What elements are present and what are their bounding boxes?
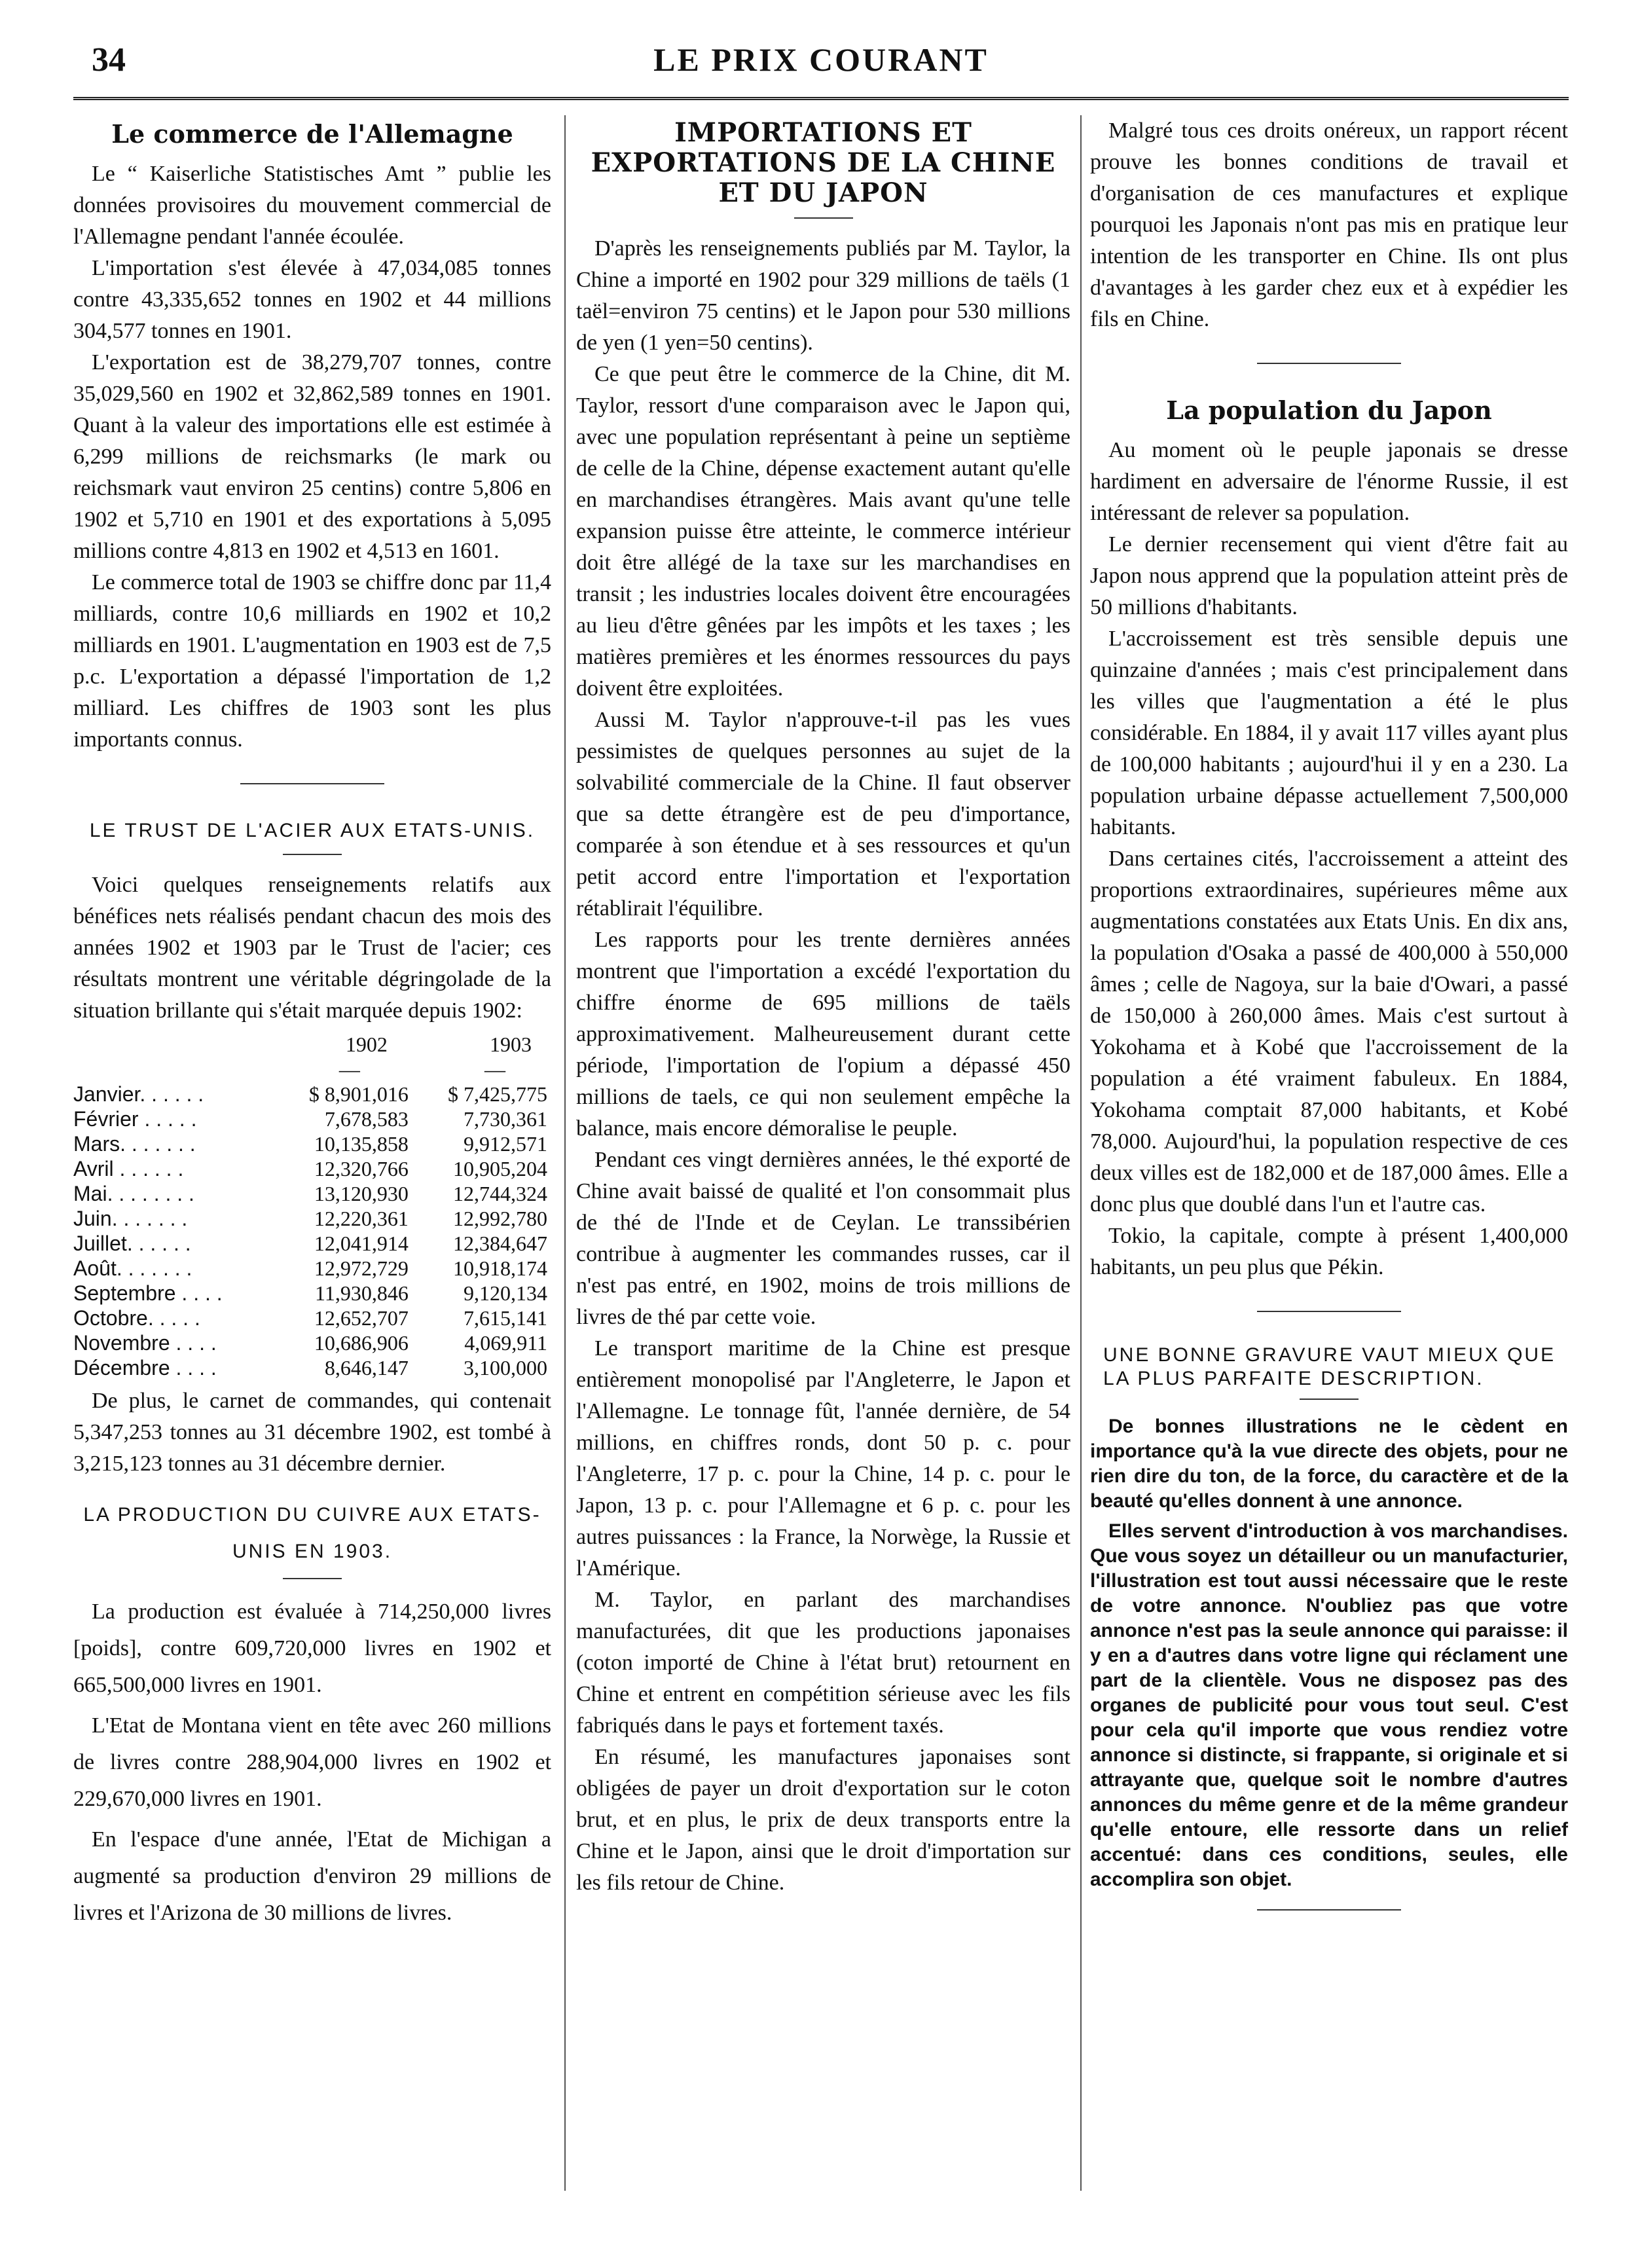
paragraph: Les rapports pour les trente dernières années montrent que l'importation a excédé l'exportation du chiffre énorme de 695 millions de taëls approximativement. Malheureusement durant cette période, l'importation de l'opium a dépassé 450 millions de taels, ce qui non seulement empêche la balance, mais encore démoralise le peuple. [576, 928, 1070, 1141]
table-row [73, 1206, 551, 1231]
table-row [73, 1355, 551, 1380]
table-row [73, 1306, 551, 1330]
value-1902-cell: 12,972,729 [314, 1256, 409, 1280]
month-cell: Septembre . . . . [73, 1281, 223, 1305]
value-1903-cell: 7,615,141 [464, 1306, 547, 1330]
month-cell: Avril . . . . . . [73, 1157, 184, 1180]
value-1903-cell: 10,918,174 [453, 1256, 547, 1280]
paragraph: En l'espace d'une année, l'Etat de Michigan a augmenté sa production d'environ 29 millions de livres et l'Arizona de 30 millions de livres. [73, 1827, 551, 1925]
table-header-row [73, 1032, 551, 1057]
paragraph: Elles servent d'introduction à vos marchandises. Que vous soyez un détailleur ou un manufacturier, l'illustration est tout aussi nécessaire que le reste de votre annonce. N'oubliez pas que votre annonce n'est pas la seule annonce qui paraisse: il y en a d'autres dans votre ligne qui réclament une part de la clientèle. Vous ne disposez pas des organes de publicité pour vous tout seul. C'est pour cela qu'il importe que vous rendiez votre annonce si distincte, si frappante, si originale et si attrayante que, quelque soit le nombre d'autres annonces du même genre et de la même grandeur qu'elle entoure, elle ressorte dans un relief accentué: dans ces conditions, seules, elle accomplira son objet. [1090, 1520, 1568, 1890]
section-separator [1257, 1909, 1401, 1911]
column-divider-1 [564, 115, 566, 2191]
column-middle [576, 115, 1070, 1899]
page-number: 34 [92, 41, 126, 79]
profits-table [73, 1032, 551, 1380]
value-1903-cell: $ 7,425,775 [448, 1082, 547, 1106]
table-row [73, 1156, 551, 1181]
paragraph: Aussi M. Taylor n'approuve-t-il pas les vues pessimistes de quelques personnes au sujet de la solvabilité commerciale de la Chine. Il faut observer que sa dette étrangère est de peu d'importance, comparée à son étendue et à ses ressources et qu'un petit accord entre l'importation et l'exportation rétablirait l'équilibre. [576, 708, 1070, 921]
article-population-japon [1090, 395, 1568, 1283]
paragraph: Au moment où le peuple japonais se dresse hardiment en adversaire de l'énorme Russie, il est intéressant de relever sa population. [1090, 438, 1568, 525]
article-chine-japon [576, 118, 1070, 1899]
value-1902-cell: 12,220,361 [314, 1207, 409, 1230]
column-left [73, 115, 551, 1931]
paragraph: Malgré tous ces droits onéreux, un rapport récent prouve les bonnes conditions de travail et d'organisation de ces manufactures et explique pourquoi les Japonais n'ont pas mis en pratique leur intention de les transporter en Chine. Ils ont plus d'avantages à les garder chez eux et à expédier les fils en Chine. [1090, 119, 1568, 331]
paragraph: De bonnes illustrations ne le cèdent en importance qu'à la vue directe des objets, pour ne rien dire du ton, de la force, du caractère et de la beauté qu'elles donnent à une annonce. [1090, 1416, 1568, 1512]
value-1903-cell: 10,905,204 [453, 1157, 547, 1180]
paragraph: L'accroissement est très sensible depuis une quinzaine d'années ; mais c'est principalement dans les villes que l'augmentation a été le plus considérable. En 1884, il y avait 117 villes ayant plus de 100,000 habitants ; aujourd'hui il y en a 230. La population urbaine dépasse actuellement 7,500,000 habitants. [1090, 627, 1568, 839]
article-title: LE TRUST DE L'ACIER AUX ETATS-UNIS. [89, 820, 536, 841]
month-cell: Mars. . . . . . . [73, 1132, 196, 1156]
paragraph: Tokio, la capitale, compte à présent 1,400,000 habitants, un peu plus que Pékin. [1090, 1224, 1568, 1279]
paragraph: Le commerce total de 1903 se chiffre donc par 11,4 milliards, contre 10,6 milliards en 1902 et 10,2 milliards en 1901. L'augmentation en 1903 est de 7,5 p.c. L'exportation a dépassé l'importation de 1,2 milliard. Les chiffres de 1903 sont les plus importants connus. [73, 570, 551, 752]
month-cell: Janvier. . . . . . [73, 1082, 204, 1106]
table-row [73, 1082, 551, 1107]
column-header-1902: 1902 [345, 1033, 388, 1056]
article-title: Le commerce de l'Allemagne [111, 119, 513, 149]
column-divider-2 [1080, 115, 1082, 2191]
value-1903-cell: 4,069,911 [464, 1331, 547, 1355]
value-1903-cell: 12,744,324 [453, 1182, 547, 1205]
paragraph: L'importation s'est élevée à 47,034,085 tonnes contre 43,335,652 tonnes en 1902 et 44 millions 304,577 tonnes en 1901. [73, 256, 551, 343]
column-right [1090, 115, 1568, 1942]
title-rule [283, 854, 342, 855]
value-1903-cell: 9,120,134 [464, 1281, 547, 1305]
paragraph: L'Etat de Montana vient en tête avec 260 millions de livres contre 288,904,000 livres en 1902 et 229,670,000 livres en 1901. [73, 1713, 551, 1811]
table-row [73, 1330, 551, 1355]
month-cell: Août. . . . . . . [73, 1256, 192, 1280]
paragraph: Ce que peut être le commerce de la Chine, dit M. Taylor, ressort d'une comparaison avec le Japon qui, avec une population représentant à peine un septième de celle de la Chine, dépense exactement autant qu'elle en marchandises étrangères. Mais avant qu'une telle expansion puisse être atteinte, le commerce intérieur doit être allégé de la taxe sur les marchandises en transit ; les industries locales doivent être encouragées au lieu d'être gênées par les impôts et les taxes ; les matières premières et les énormes ressources du pays doivent être exploitées. [576, 362, 1070, 701]
value-1902-cell: 10,135,858 [314, 1132, 409, 1156]
journal-title: LE PRIX COURANT [653, 41, 989, 78]
table-row [73, 1107, 551, 1131]
table-row [73, 1231, 551, 1256]
section-separator [1257, 363, 1401, 364]
paragraph: Le transport maritime de la Chine est presque entièrement monopolisé par l'Angleterre, le Japon et l'Allemagne. Le tonnage fût, l'année dernière, de 54 millions, en chiffres ronds, dont 50 p. c. pour l'Angleterre, 17 p. c. pour la Chine, 14 p. c. pour le Japon, 13 p. c. pour l'Allemagne et 6 p. c. pour les autres puissances : la France, la Norwège, la Russie et l'Amérique. [576, 1336, 1070, 1581]
paragraph: Pendant ces vingt dernières années, le thé exporté de Chine avait baissé de qualité et l'on consommait plus de thé de l'Inde et de Ceylan. Le transsibérien contribue à augmenter les commandes russes, car il n'est pas entré, en 1902, moins de trois millions de livres de thé par cette voie. [576, 1148, 1070, 1329]
table-row [73, 1256, 551, 1281]
table-row [73, 1131, 551, 1156]
table-row [73, 1181, 551, 1206]
value-1903-cell: 12,992,780 [453, 1207, 547, 1230]
dash: — [338, 1057, 360, 1081]
value-1902-cell: 7,678,583 [324, 1107, 409, 1131]
value-1902-cell: 12,320,766 [314, 1157, 409, 1180]
table-row [73, 1281, 551, 1306]
paragraph: Voici quelques renseignements relatifs aux bénéfices nets réalisés pendant chacun des mois des années 1902 et 1903 par le Trust de l'acier; ces résultats montrent une véritable dégringolade de la situation brillante qui s'était marquée depuis 1902: [73, 873, 551, 1023]
month-cell: Juillet. . . . . . [73, 1232, 191, 1255]
article-title: UNE BONNE GRAVURE VAUT MIEUX QUE LA PLUS PARFAITE DESCRIPTION. [1103, 1344, 1556, 1389]
header-rule [73, 97, 1569, 103]
section-separator [240, 783, 384, 784]
value-1903-cell: 3,100,000 [464, 1356, 547, 1380]
value-1902-cell: 11,930,846 [315, 1281, 409, 1305]
article-trust-acier [73, 816, 551, 1480]
article-title: IMPORTATIONS ET EXPORTATIONS DE LA CHINE ET DU JAPON [591, 117, 1056, 208]
paragraph: La production est évaluée à 714,250,000 livres [poids], contre 609,720,000 livres en 1902 et 665,500,000 livres en 1901. [73, 1600, 551, 1697]
section-separator [1257, 1311, 1401, 1312]
article-allemagne [73, 119, 551, 756]
value-1902-cell: 12,041,914 [314, 1232, 409, 1255]
value-1902-cell: 10,686,906 [314, 1331, 409, 1355]
dash: — [484, 1057, 505, 1081]
column-header-1903: 1903 [490, 1033, 532, 1056]
paragraph: En résumé, les manufactures japonaises sont obligées de payer un droit d'exportation sur le coton brut, et en plus, le prix de deux transports entre la Chine et le Japon, ainsi que le droit d'importation sur les fils retour de Chine. [576, 1745, 1070, 1895]
month-cell: Juin. . . . . . . [73, 1207, 188, 1230]
article-cuivre [73, 1497, 551, 1931]
value-1902-cell: $ 8,901,016 [308, 1082, 409, 1106]
month-cell: Mai. . . . . . . . [73, 1182, 194, 1205]
title-rule [794, 217, 853, 219]
value-1902-cell: 13,120,930 [314, 1182, 409, 1205]
article-title: La population du Japon [1166, 395, 1492, 425]
paragraph: Dans certaines cités, l'accroissement a atteint des proportions extraordinaires, supérieures même aux augmentations constatées aux Etats Unis. En dix ans, la population d'Osaka a passé de 400,000 à 550,000 âmes ; celle de Nagoya, sur la baie d'Owari, a passé de 150,000 à 260,000 âmes. Mais c'est surtout à Yokohama et à Kobé que l'accroissement de la population a été vraiment fabuleux. En 1884, Yokohama comptait 87,000 habitants, et Kobé 78,000. Aujourd'hui, la population respective de ces deux villes est de 182,000 et de 187,000 âmes. Elle a donc plus que doublé dans l'un et l'autre cas. [1090, 847, 1568, 1216]
paragraph: De plus, le carnet de commandes, qui contenait 5,347,253 tonnes au 31 décembre 1902, est tombé à 3,215,123 tonnes au 31 décembre dernier. [73, 1389, 551, 1476]
month-cell: Octobre. . . . . [73, 1306, 200, 1330]
paragraph: L'exportation est de 38,279,707 tonnes, contre 35,029,560 en 1902 et 32,862,589 tonnes en 1901. Quant à la valeur des importations elle est estimée à 6,299 millions de reichsmarks (le mark ou reichsmark vaut environ 25 centins) contre 5,806 en 1902 et 5,710 en 1901 et des exportations à 5,095 millions contre 4,813 en 1902 et 4,513 en 1601. [73, 350, 551, 563]
paragraph: M. Taylor, en parlant des marchandises manufacturées, dit que les productions japonaises (coton importé de Chine à l'état brut) retournent en Chine et entrent en compétition sérieuse avec les fils fabriqués dans le pays et fortement taxés. [576, 1588, 1070, 1738]
table-dash-row [73, 1057, 551, 1082]
month-cell: Décembre . . . . [73, 1356, 217, 1380]
paragraph: D'après les renseignements publiés par M. Taylor, la Chine a importé en 1902 pour 329 millions de taëls (1 taël=environ 75 centins) et le Japon pour 530 millions de yen (1 yen=50 centins). [576, 236, 1070, 355]
article-chine-japon-continued [1090, 115, 1568, 335]
value-1903-cell: 7,730,361 [464, 1107, 547, 1131]
title-rule [283, 1578, 342, 1579]
value-1903-cell: 12,384,647 [453, 1232, 547, 1255]
value-1903-cell: 9,912,571 [464, 1132, 547, 1156]
title-rule [1300, 1399, 1359, 1400]
article-gravure [1090, 1344, 1568, 1892]
article-title: LA PRODUCTION DU CUIVRE AUX ETATS-UNIS EN 1903. [83, 1504, 541, 1562]
paragraph: Le dernier recensement qui vient d'être fait au Japon nous apprend que la population atteint près de 50 millions d'habitants. [1090, 532, 1568, 619]
month-cell: Février . . . . . [73, 1107, 197, 1131]
month-cell: Novembre . . . . [73, 1331, 217, 1355]
value-1902-cell: 8,646,147 [324, 1356, 409, 1380]
paragraph: Le “ Kaiserliche Statistisches Amt ” publie les données provisoires du mouvement commercial de l'Allemagne pendant l'année écoulée. [73, 162, 551, 249]
value-1902-cell: 12,652,707 [314, 1306, 409, 1330]
